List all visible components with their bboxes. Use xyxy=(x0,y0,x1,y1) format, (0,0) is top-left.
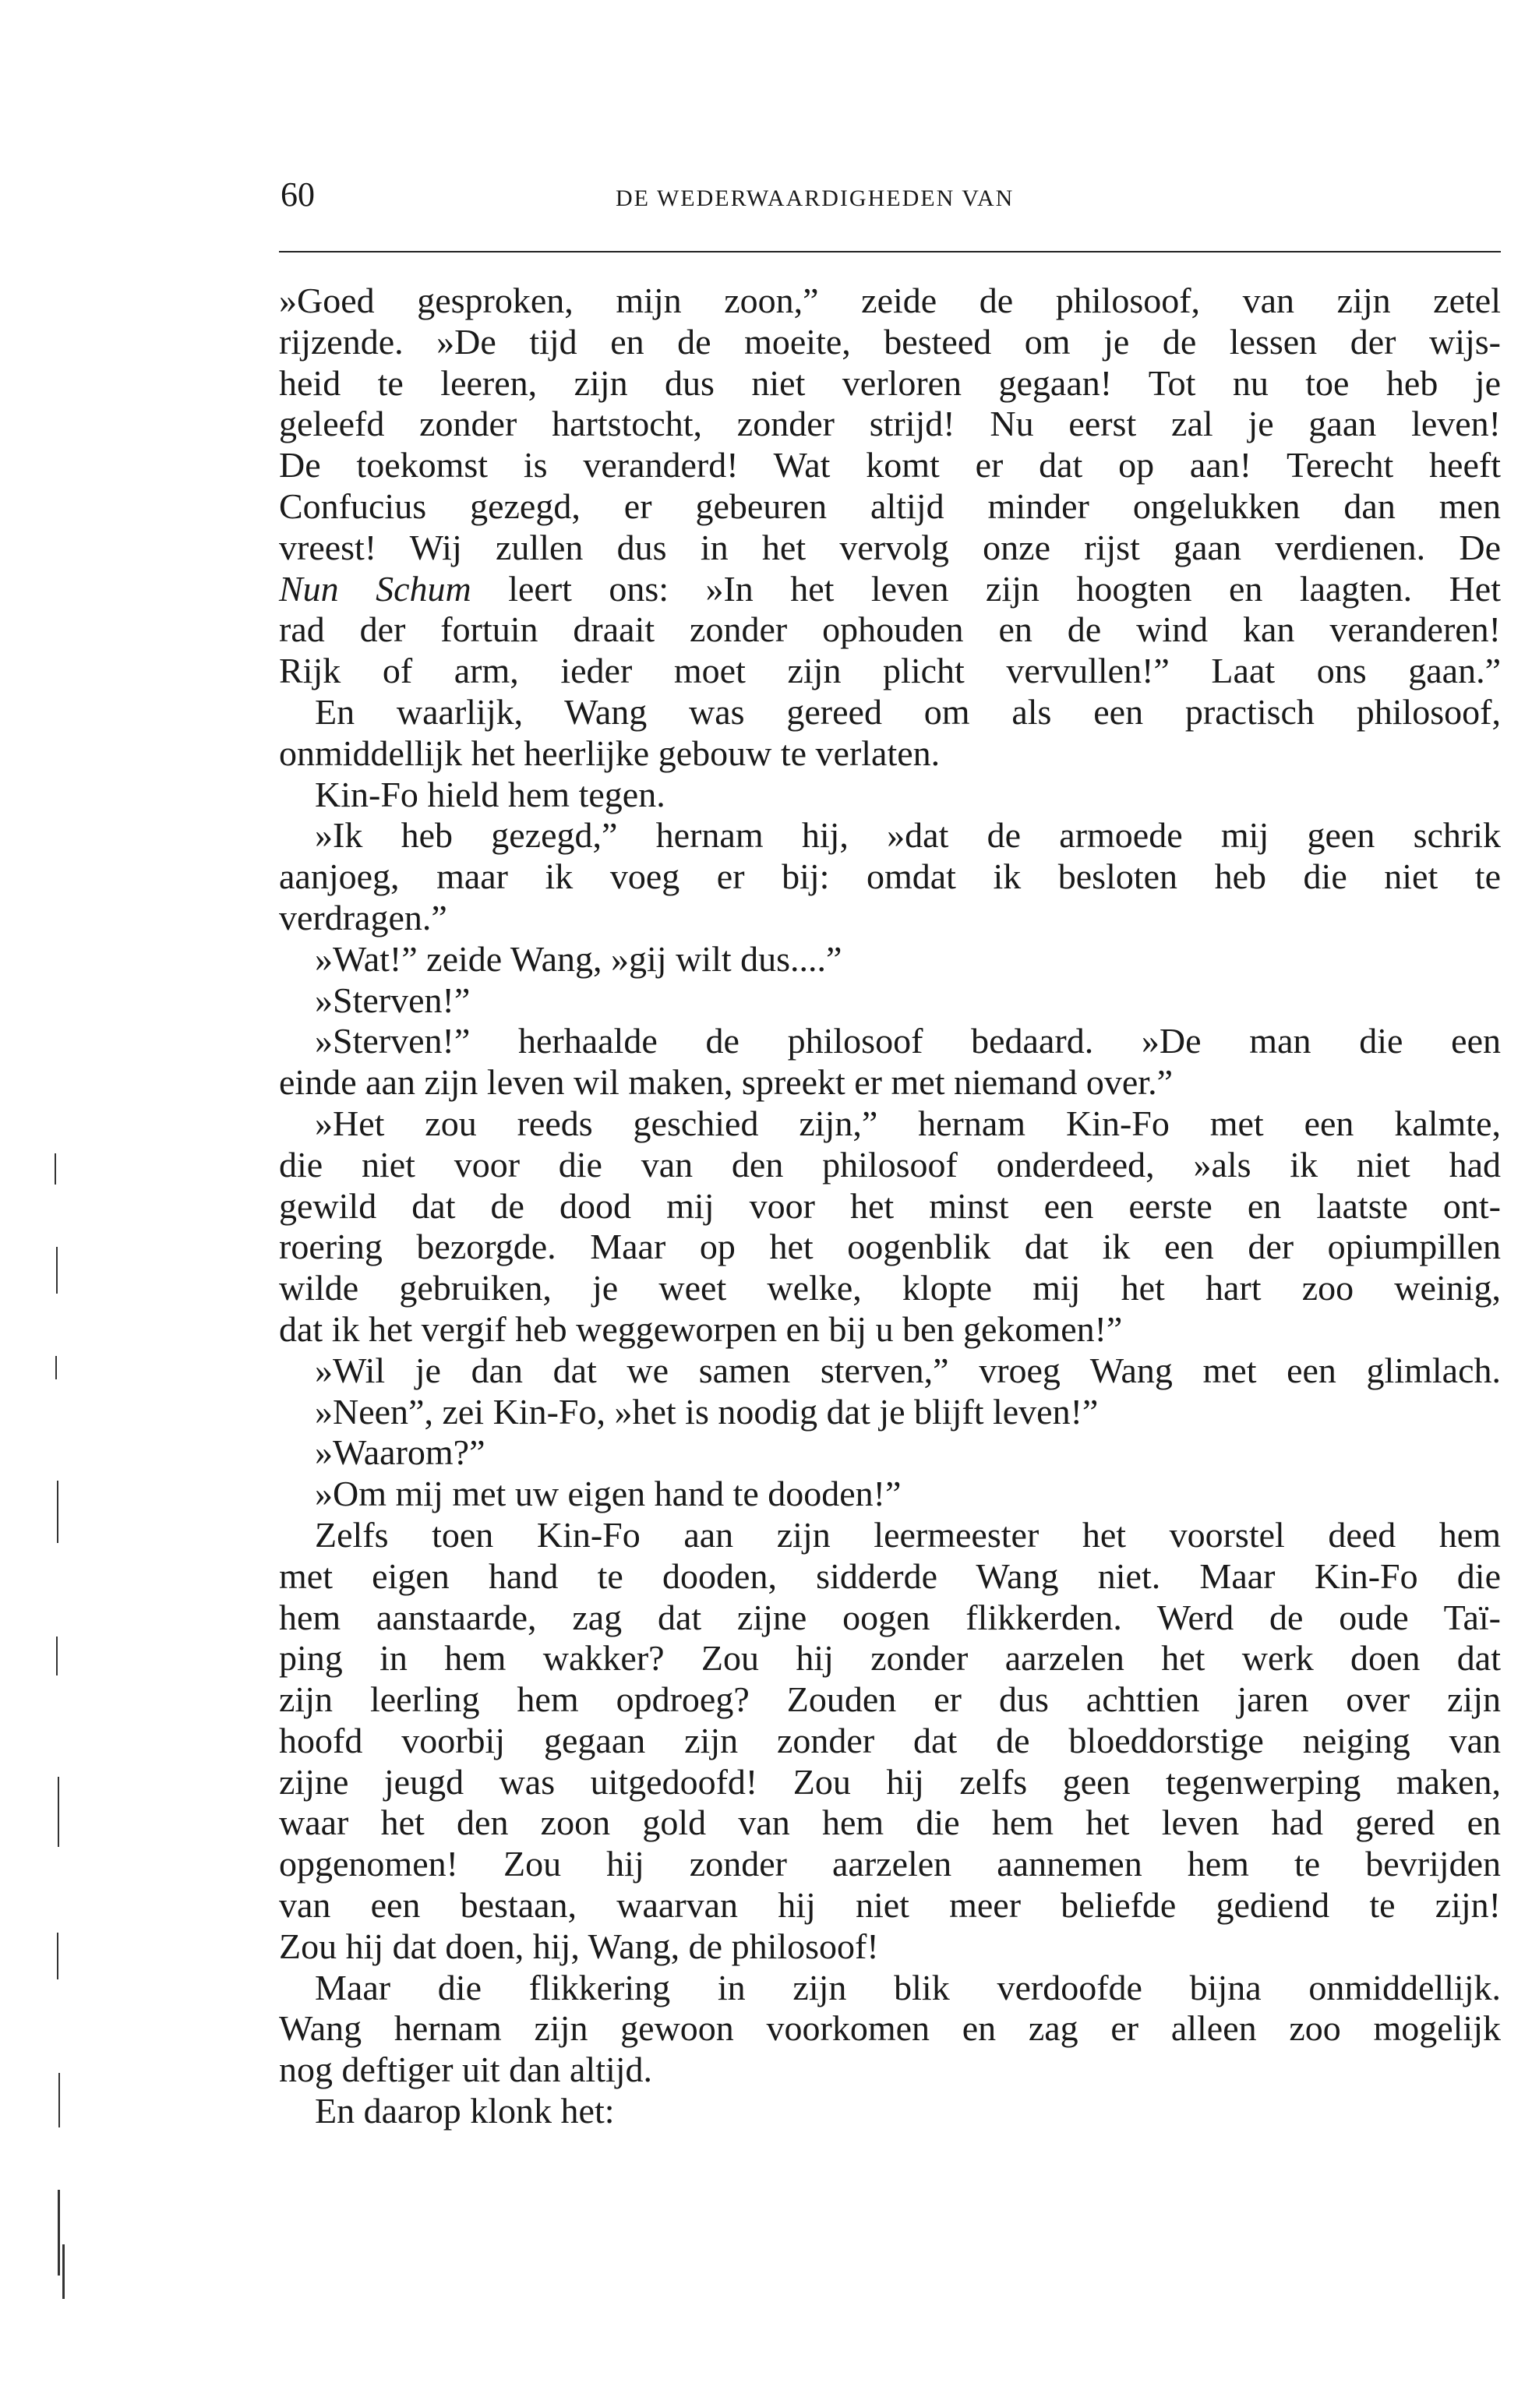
text-line: Maar die flikkering in zijn blik verdoofde bijna onmiddellijk. xyxy=(315,1967,1501,2007)
text-line xyxy=(279,569,1501,610)
text-line: wilde gebruiken, je weet welke, klopte mij het hart zoo weinig, xyxy=(279,1268,1501,1308)
body-text xyxy=(279,281,1501,2132)
text-line: met eigen hand te dooden, sidderde Wang niet. Maar Kin-Fo die xyxy=(279,1555,1501,1596)
text-line: Wang hernam zijn gewoon voorkomen en zag er alleen zoo mogelijk xyxy=(279,2008,1501,2049)
text-line: waar het den zoon gold van hem die hem het leven had gered en xyxy=(279,1802,1501,1843)
text-line: »Sterven!” herhaalde de philosoof bedaard. »De man die een xyxy=(315,1021,1501,1061)
text-line: vreest! Wij zullen dus in het vervolg onze rijst gaan verdienen. De xyxy=(279,527,1501,567)
text-line: hem aanstaarde, zag dat zijne oogen flikkerden. Werd de oude Taï- xyxy=(279,1597,1501,1637)
text-line: Rijk of arm, ieder moet zijn plicht vervullen!” Laat ons gaan.” xyxy=(279,651,1501,691)
text-line: »Het zou reeds geschied zijn,” hernam Kin-Fo met een kalmte, xyxy=(315,1103,1501,1143)
text-line: En waarlijk, Wang was gereed om als een practisch philosoof, xyxy=(315,691,1501,732)
text-line: Confucius gezegd, er gebeuren altijd minder ongelukken dan men xyxy=(279,485,1501,526)
text-line: gewild dat de dood mij voor het minst een eerste en laatste ont- xyxy=(279,1185,1501,1226)
text-line: heid te leeren, zijn dus niet verloren gegaan! Tot nu toe heb je xyxy=(279,362,1501,403)
text-line: hoofd voorbij gegaan zijn zonder dat de bloeddorstige neiging van xyxy=(279,1720,1501,1760)
text-line: Kin-Fo hield hem tegen. xyxy=(315,774,665,814)
text-line: onmiddellijk het heerlijke gebouw te verlaten. xyxy=(279,733,941,773)
text-line: Zou hij dat doen, hij, Wang, de philosoof! xyxy=(279,1926,879,1966)
text-line: Zelfs toen Kin-Fo aan zijn leermeester het voorstel deed hem xyxy=(315,1514,1501,1555)
text-line: van een bestaan, waarvan hij niet meer beliefde gediend te zijn! xyxy=(279,1885,1501,1926)
text-line: opgenomen! Zou hij zonder aarzelen aannemen hem te bevrijden xyxy=(279,1844,1501,1884)
page-number: 60 xyxy=(281,175,315,214)
text-line: »Om mij met uw eigen hand te dooden!” xyxy=(315,1474,902,1514)
text-line: zijne jeugd was uitgedoofd! Zou hij zelfs geen tegenwerping maken, xyxy=(279,1761,1501,1802)
text-line: zijn leerling hem opdroeg? Zouden er dus achttien jaren over zijn xyxy=(279,1679,1501,1720)
text-line: »Neen”, zei Kin-Fo, »het is noodig dat je blijft leven!” xyxy=(315,1391,1099,1432)
text-line: nog deftiger uit dan altijd. xyxy=(279,2050,653,2090)
margin-scan-artifacts xyxy=(45,1153,76,2369)
line-continuation: leert ons: »In het leven zijn hoogten en laagten. Het xyxy=(471,568,1501,609)
text-line: geleefd zonder hartstocht, zonder strijd! Nu eerst zal je gaan leven! xyxy=(279,404,1501,444)
running-head: DE WEDERWAARDIGHEDEN VAN xyxy=(616,185,1015,211)
text-line: die niet voor die van den philosoof onderdeed, »als ik niet had xyxy=(279,1144,1501,1185)
text-line: »Wil je dan dat we samen sterven,” vroeg Wang met een glimlach. xyxy=(315,1350,1501,1390)
text-line: rad der fortuin draait zonder ophouden en de wind kan veranderen! xyxy=(279,609,1501,650)
text-line: »Wat!” zeide Wang, »gij wilt dus....” xyxy=(315,938,842,979)
text-line: En daarop klonk het: xyxy=(315,2091,615,2131)
text-line: roering bezorgde. Maar op het oogenblik dat ik een der opiumpillen xyxy=(279,1227,1501,1267)
italic-title: Nun Schum xyxy=(279,568,471,609)
text-line: De toekomst is veranderd! Wat komt er dat op aan! Terecht heeft xyxy=(279,445,1501,485)
text-line: »Sterven!” xyxy=(315,980,471,1020)
text-line: »Goed gesproken, mijn zoon,” zeide de philosoof, van zijn zetel xyxy=(279,281,1501,320)
text-line: »Waarom?” xyxy=(315,1432,485,1473)
text-line: aanjoeg, maar ik voeg er bij: omdat ik besloten heb die niet te xyxy=(279,856,1501,897)
text-line: rijzende. »De tijd en de moeite, besteed om je de lessen der wijs- xyxy=(279,321,1501,362)
text-line: »Ik heb gezegd,” hernam hij, »dat de armoede mij geen schrik xyxy=(315,815,1501,856)
text-line: ping in hem wakker? Zou hij zonder aarzelen het werk doen dat xyxy=(279,1638,1501,1679)
text-line: einde aan zijn leven wil maken, spreekt er met niemand over.” xyxy=(279,1062,1173,1103)
text-line: verdragen.” xyxy=(279,897,447,937)
text-line: dat ik het vergif heb weggeworpen en bij u ben gekomen!” xyxy=(279,1308,1123,1349)
header-rule xyxy=(279,251,1501,252)
